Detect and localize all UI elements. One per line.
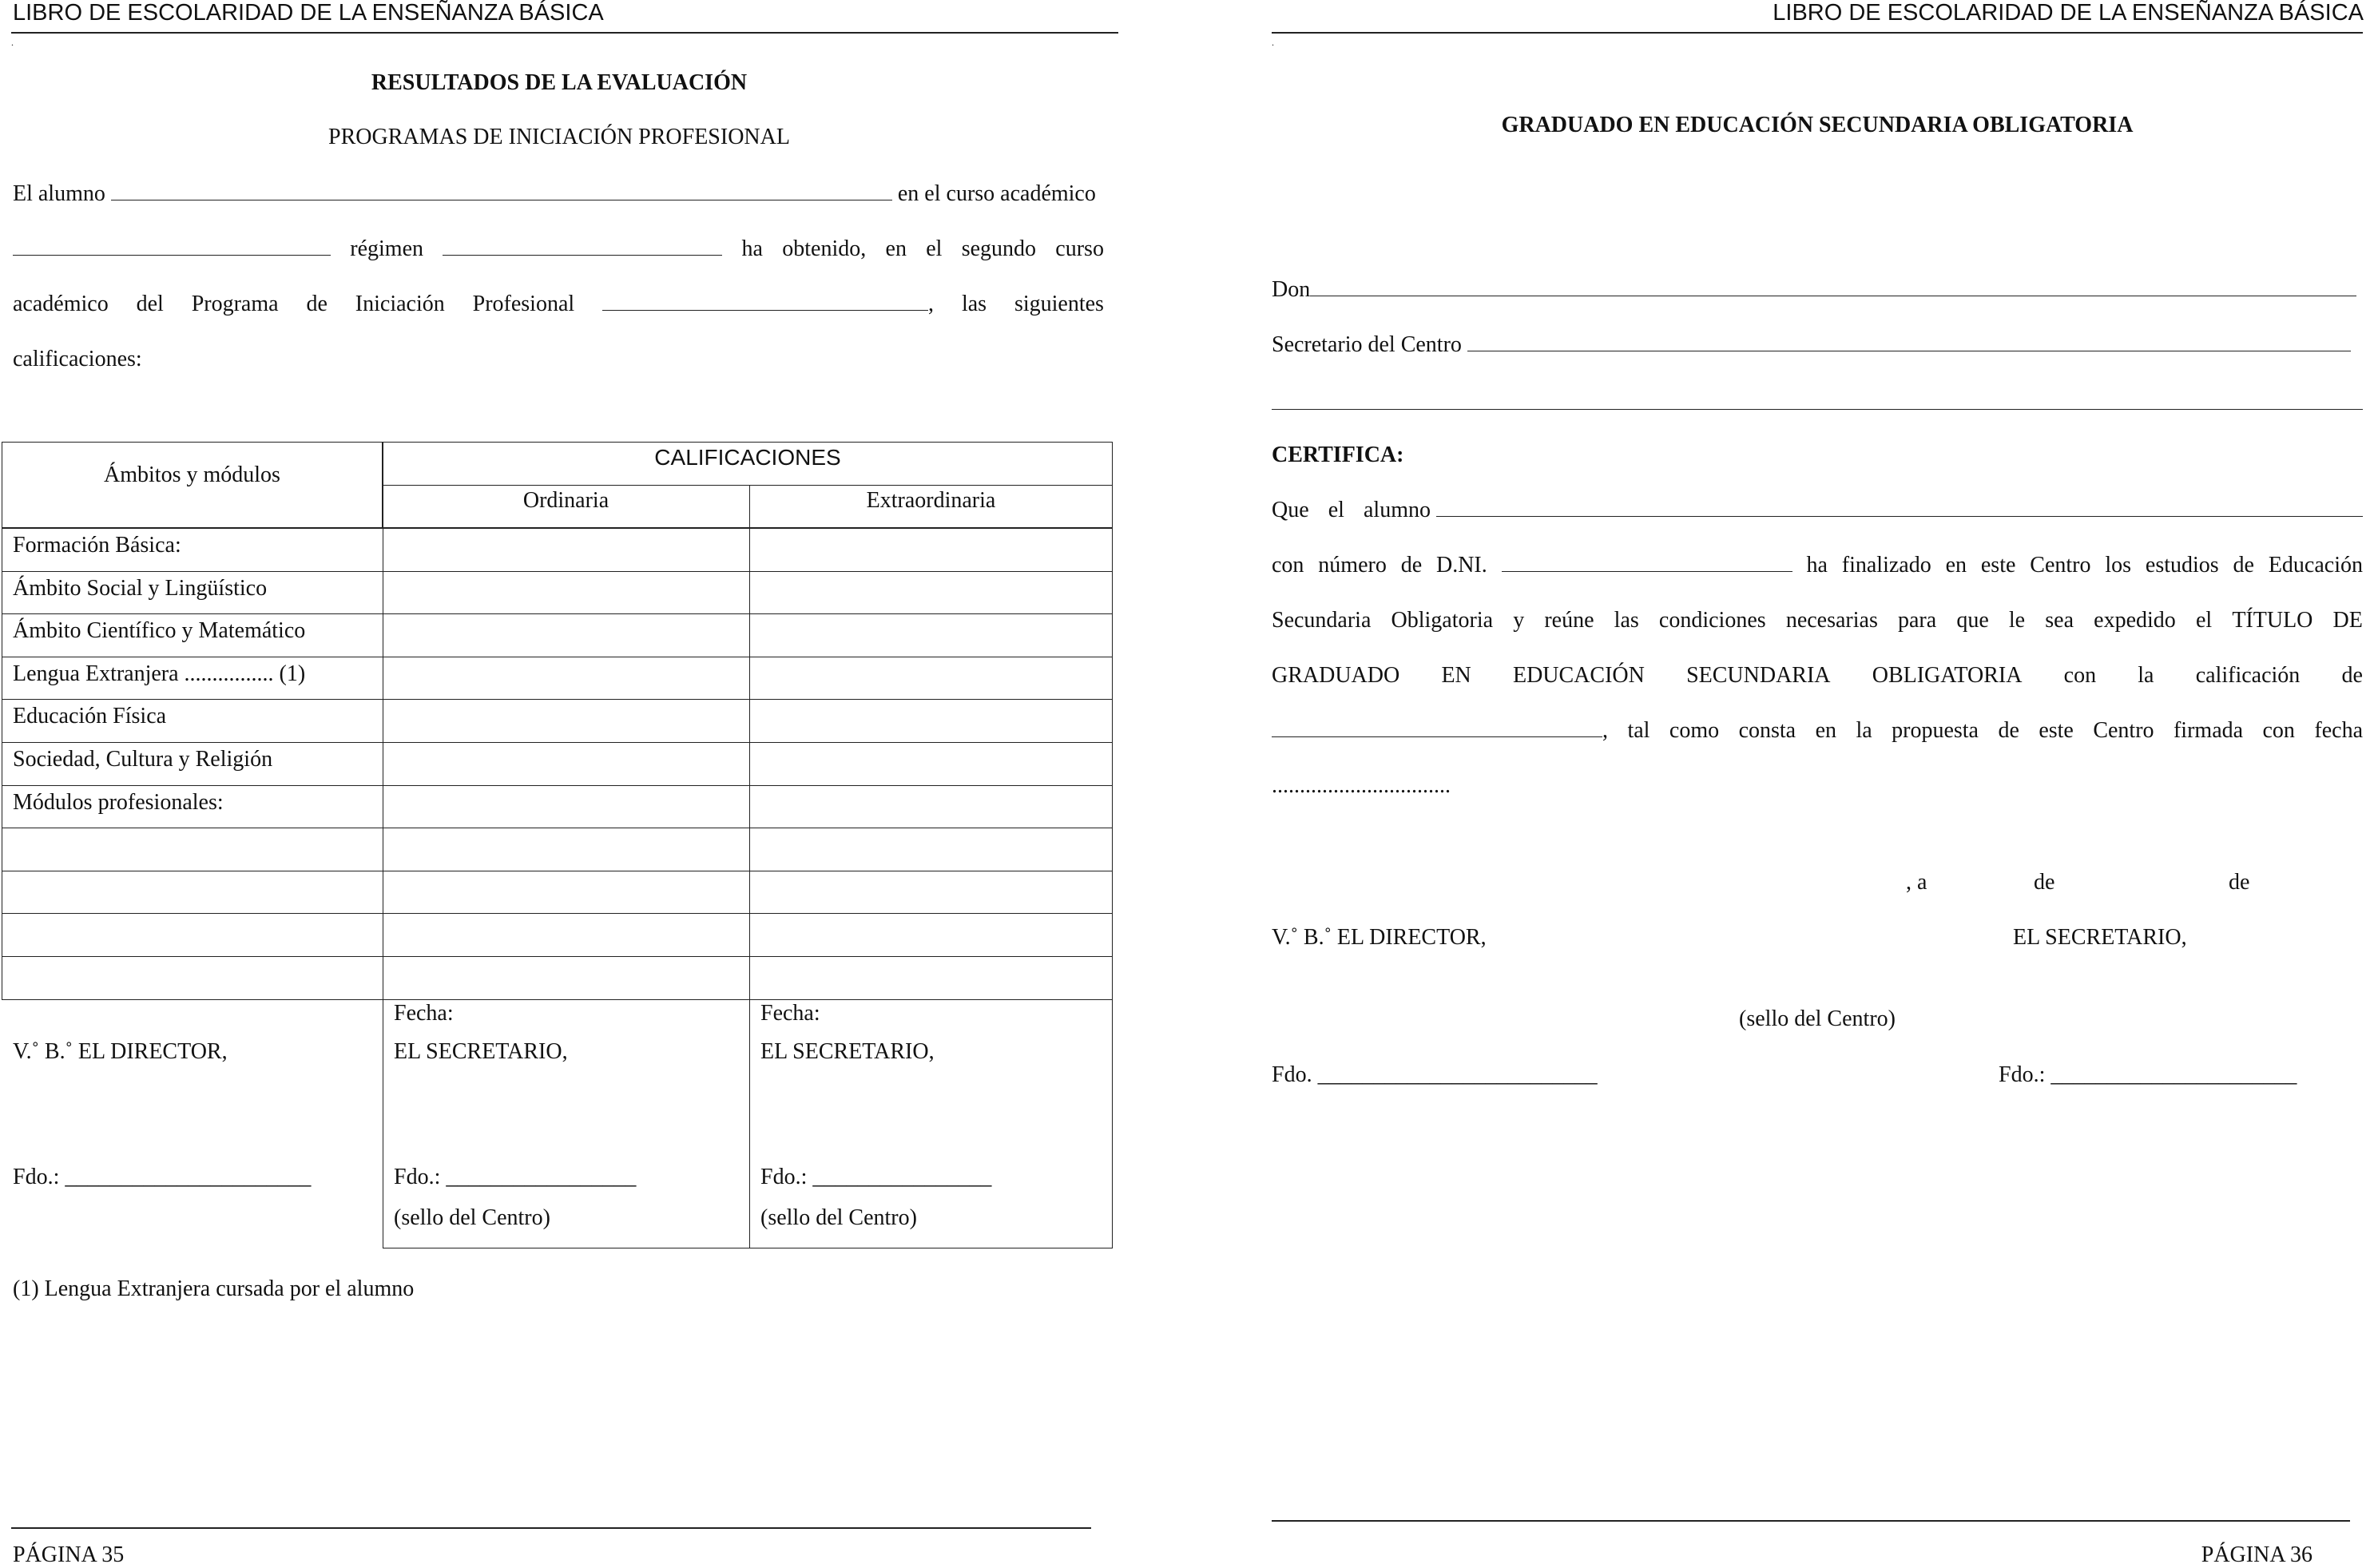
grade-cell-extraordinaria bbox=[749, 913, 1113, 957]
cert-word: de bbox=[1400, 553, 1423, 578]
grade-cell-extraordinaria bbox=[749, 699, 1113, 743]
grade-blank bbox=[1272, 719, 1602, 737]
cert-word: el bbox=[2195, 608, 2213, 633]
table-row-label: Sociedad, Cultura y Religión bbox=[13, 747, 273, 772]
para-word: curso bbox=[1055, 236, 1104, 261]
right-header-dot: . bbox=[1272, 37, 1274, 48]
cert-word: GRADUADO bbox=[1272, 663, 1400, 688]
left-running-header: LIBRO DE ESCOLARIDAD DE LA ENSEÑANZA BÁSICA bbox=[13, 0, 604, 26]
secretary-fdo-ordinaria: Fdo.: _________________ bbox=[394, 1164, 637, 1189]
cert-word: este bbox=[2039, 718, 2074, 743]
cert-word: la bbox=[2138, 663, 2154, 688]
certifica-label: CERTIFICA: bbox=[1272, 443, 1404, 467]
para-line-1 bbox=[13, 181, 1096, 207]
dni-blank bbox=[1502, 554, 1792, 572]
grade-cell-ordinaria bbox=[383, 571, 750, 615]
para-line-3 bbox=[13, 292, 1104, 317]
cert-word: en bbox=[1945, 553, 1967, 578]
para-line-4: calificaciones: bbox=[13, 347, 142, 371]
cert-word: fecha bbox=[2314, 718, 2363, 743]
grade-cell-extraordinaria bbox=[749, 613, 1113, 657]
para-text: en el curso académico bbox=[897, 181, 1096, 206]
right-stamp-label: (sello del Centro) bbox=[1739, 1006, 1896, 1031]
cert-word: en bbox=[1815, 718, 1836, 743]
que-word: alumno bbox=[1364, 498, 1431, 522]
secretary-blank-2 bbox=[1272, 383, 2363, 410]
grade-cell-ordinaria bbox=[383, 657, 750, 701]
para-word: en bbox=[885, 236, 907, 261]
left-header-rule bbox=[11, 32, 1118, 34]
cert-word: finalizado bbox=[1841, 553, 1931, 578]
cert-word: EDUCACIÓN bbox=[1512, 663, 1645, 688]
column-header-calificaciones: CALIFICACIONES bbox=[654, 445, 841, 470]
table-director-fdo: Fdo.: ______________________ bbox=[13, 1164, 312, 1189]
right-running-header: LIBRO DE ESCOLARIDAD DE LA ENSEÑANZA BÁSICA bbox=[1773, 0, 2364, 26]
right-page-heading: GRADUADO EN EDUCACIÓN SECUNDARIA OBLIGATORIA bbox=[1501, 113, 2134, 137]
que-word: Que bbox=[1272, 498, 1309, 522]
cert-word: y bbox=[1513, 608, 1525, 633]
left-page-subheading: PROGRAMAS DE INICIACIÓN PROFESIONAL bbox=[328, 125, 790, 149]
student-name-blank bbox=[111, 182, 892, 200]
cert-word: los bbox=[2105, 553, 2132, 578]
cert-word: de bbox=[2233, 553, 2254, 578]
para-word: ha bbox=[741, 236, 763, 261]
cert-word: estudios bbox=[2145, 553, 2219, 578]
date-place: , a bbox=[1906, 870, 1927, 895]
cert-word: DE bbox=[2332, 608, 2363, 633]
cert-word: sea bbox=[2045, 608, 2074, 633]
right-footer-rule bbox=[1272, 1520, 2350, 1522]
right-header-rule bbox=[1272, 32, 2363, 34]
para-word: las bbox=[961, 292, 987, 316]
don-blank bbox=[1310, 278, 2356, 296]
grade-cell-extraordinaria bbox=[749, 657, 1113, 701]
cert-word: con bbox=[1272, 553, 1304, 578]
stamp-label-extraordinaria: (sello del Centro) bbox=[760, 1205, 917, 1230]
column-header-ordinaria: Ordinaria bbox=[522, 488, 609, 513]
cert-line-5: ................................ bbox=[1272, 773, 1451, 798]
column-header-extraordinaria: Extraordinaria bbox=[866, 488, 996, 513]
cert-word: expedido bbox=[2094, 608, 2176, 633]
stamp-label-ordinaria: (sello del Centro) bbox=[394, 1205, 550, 1230]
cert-line-1 bbox=[1272, 553, 2363, 578]
cert-line-2 bbox=[1272, 608, 2363, 633]
cert-word: OBLIGATORIA bbox=[1872, 663, 2023, 688]
fecha-label-extraordinaria: Fecha: bbox=[760, 1000, 820, 1026]
para-word: régimen bbox=[350, 236, 424, 261]
secretary-blank bbox=[1467, 333, 2351, 351]
para-word: , bbox=[928, 292, 935, 316]
left-page-heading: RESULTADOS DE LA EVALUACIÓN bbox=[371, 70, 748, 95]
que-word: el bbox=[1328, 498, 1344, 522]
cert-word: de bbox=[1998, 718, 2019, 743]
cert-word: reúne bbox=[1544, 608, 1594, 633]
regime-blank bbox=[443, 237, 722, 256]
cert-word: propuesta bbox=[1892, 718, 1979, 743]
cert-word: calificación bbox=[2195, 663, 2301, 688]
cert-word: EN bbox=[1441, 663, 1471, 688]
blank-word-group bbox=[1272, 718, 1608, 744]
cert-word: Obligatoria bbox=[1391, 608, 1494, 633]
table-row-label: Formación Básica: bbox=[13, 533, 181, 558]
cert-word: condiciones bbox=[1658, 608, 1766, 633]
cert-word: Centro bbox=[2093, 718, 2154, 743]
grade-cell-ordinaria bbox=[383, 828, 750, 871]
grade-cell-ordinaria bbox=[383, 528, 750, 572]
grade-cell-extraordinaria bbox=[749, 742, 1113, 786]
cert-word: le bbox=[2008, 608, 2026, 633]
don-line bbox=[1272, 277, 2356, 303]
cert-word: con bbox=[2262, 718, 2295, 743]
grade-cell-extraordinaria bbox=[749, 785, 1113, 829]
cert-word: firmada bbox=[2173, 718, 2244, 743]
secretary-label-extraordinaria: EL SECRETARIO, bbox=[760, 1038, 935, 1064]
date-de-1: de bbox=[2034, 870, 2055, 895]
grade-cell-extraordinaria bbox=[749, 956, 1113, 1000]
right-director-label: V.˚ B.˚ EL DIRECTOR, bbox=[1272, 925, 1487, 950]
footnote: (1) Lengua Extranjera cursada por el alumno bbox=[13, 1276, 415, 1301]
column-header-ambitos: Ámbitos y módulos bbox=[104, 462, 280, 487]
cert-word: que bbox=[1956, 608, 1989, 633]
cert-word: D.NI. bbox=[1435, 553, 1487, 578]
right-secretary-label: EL SECRETARIO, bbox=[2013, 925, 2187, 950]
para-word: académico bbox=[13, 292, 109, 316]
cert-word: necesarias bbox=[1785, 608, 1878, 633]
table-row-label: Ámbito Social y Lingüístico bbox=[13, 575, 268, 601]
para-word: obtenido, bbox=[782, 236, 867, 261]
left-header-dot: . bbox=[11, 37, 14, 48]
cert-word: ha bbox=[1806, 553, 1828, 578]
para-word: Iniciación bbox=[355, 292, 445, 316]
right-page-number: PÁGINA 36 bbox=[2201, 1542, 2312, 1567]
grade-cell-extraordinaria bbox=[749, 871, 1113, 915]
grade-cell-extraordinaria bbox=[749, 571, 1113, 615]
que-line bbox=[1272, 498, 2363, 523]
para-word: Programa bbox=[191, 292, 279, 316]
cert-word: Centro bbox=[2030, 553, 2091, 578]
table-row-label: Módulos profesionales: bbox=[13, 789, 224, 815]
cert-word: TÍTULO bbox=[2232, 608, 2313, 633]
grade-cell-ordinaria bbox=[383, 699, 750, 743]
don-label: Don bbox=[1272, 277, 1311, 302]
fecha-label-ordinaria: Fecha: bbox=[394, 1000, 454, 1026]
table-row-label: Lengua Extranjera ................ (1) bbox=[13, 661, 306, 686]
grade-cell-ordinaria bbox=[383, 742, 750, 786]
student-blank bbox=[1436, 498, 2363, 517]
grade-cell-ordinaria bbox=[383, 913, 750, 957]
date-de-2: de bbox=[2229, 870, 2250, 895]
grade-cell-ordinaria bbox=[383, 785, 750, 829]
table-row-label-cell bbox=[2, 828, 383, 871]
cert-word: este bbox=[1980, 553, 2016, 578]
left-page-number: PÁGINA 35 bbox=[13, 1542, 125, 1567]
right-fdo-secretary: Fdo.: ______________________ bbox=[1999, 1062, 2297, 1087]
para-word: del bbox=[136, 292, 164, 316]
grade-cell-ordinaria bbox=[383, 613, 750, 657]
table-row-label: Educación Física bbox=[13, 704, 167, 729]
para-word: Profesional bbox=[472, 292, 575, 316]
para-word: de bbox=[306, 292, 328, 316]
table-director-label: V.˚ B.˚ EL DIRECTOR, bbox=[13, 1038, 228, 1064]
cert-word: número bbox=[1318, 553, 1387, 578]
grade-cell-extraordinaria bbox=[749, 528, 1113, 572]
grade-cell-ordinaria bbox=[383, 956, 750, 1000]
grade-cell-ordinaria bbox=[383, 871, 750, 915]
secretary-label-ordinaria: EL SECRETARIO, bbox=[394, 1038, 568, 1064]
para-word: el bbox=[926, 236, 943, 261]
table-row-label-cell bbox=[2, 956, 383, 1000]
cert-line-3 bbox=[1272, 663, 2363, 689]
secretary-label: Secretario del Centro bbox=[1272, 332, 1462, 357]
cert-word: Secundaria bbox=[1272, 608, 1372, 633]
cert-word: las bbox=[1614, 608, 1639, 633]
cert-word: de bbox=[2341, 663, 2363, 688]
cert-line-4 bbox=[1272, 718, 2363, 744]
course-year-blank bbox=[13, 237, 331, 256]
table-row-label-cell bbox=[2, 913, 383, 957]
left-footer-rule bbox=[11, 1527, 1091, 1529]
cert-word: con bbox=[2063, 663, 2097, 688]
program-blank bbox=[602, 292, 928, 311]
table-row-label-cell bbox=[2, 871, 383, 915]
grade-cell-extraordinaria bbox=[749, 828, 1113, 871]
cert-word: como bbox=[1669, 718, 1720, 743]
para-text: El alumno bbox=[13, 181, 105, 206]
cert-word: la bbox=[1856, 718, 1872, 743]
que-alumno-group bbox=[1364, 498, 2363, 523]
cert-word: consta bbox=[1738, 718, 1796, 743]
para-word: siguientes bbox=[1014, 292, 1104, 316]
program-blank-group bbox=[602, 292, 934, 317]
cert-word: tal bbox=[1627, 718, 1650, 743]
right-fdo-director: Fdo. _________________________ bbox=[1272, 1062, 1598, 1087]
cert-word: SECUNDARIA bbox=[1686, 663, 1831, 688]
secretary-line bbox=[1272, 332, 2351, 358]
para-word: segundo bbox=[961, 236, 1037, 261]
cert-word: para bbox=[1898, 608, 1937, 633]
secretary-fdo-extraordinaria: Fdo.: ________________ bbox=[760, 1164, 992, 1189]
para-line-2 bbox=[13, 236, 1104, 262]
cert-word: Educación bbox=[2268, 553, 2363, 578]
table-row-label: Ámbito Científico y Matemático bbox=[13, 618, 306, 644]
cert-word: , bbox=[1602, 718, 1608, 743]
